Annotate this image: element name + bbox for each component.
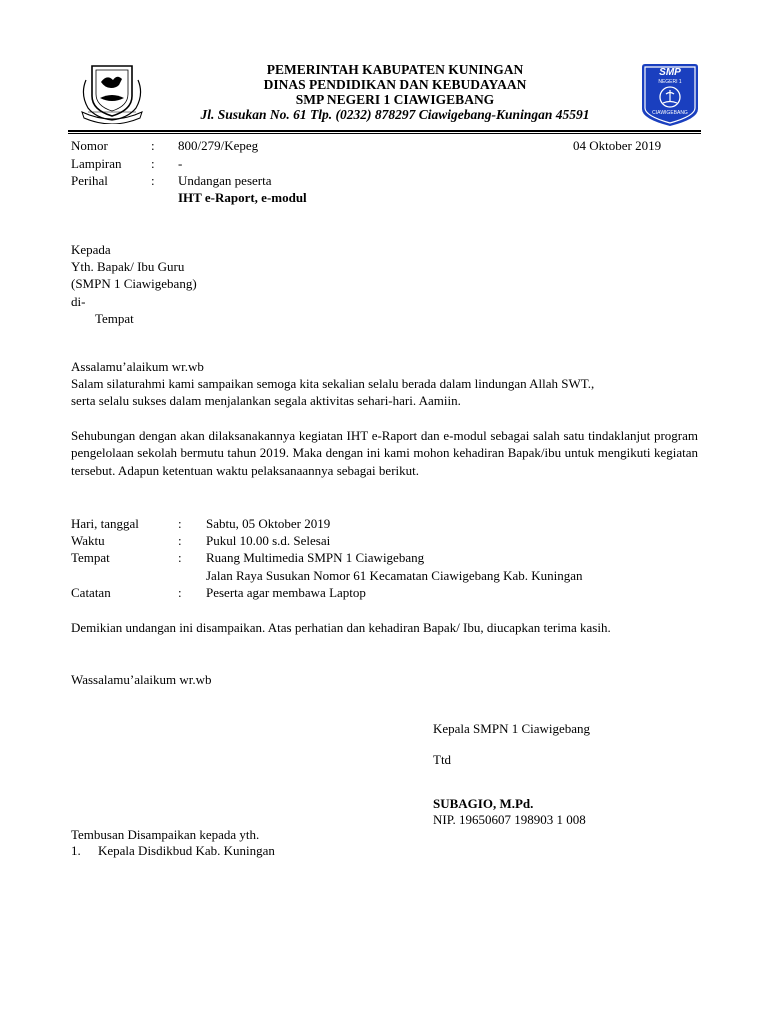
paragraph-2: Sehubungan dengan akan dilaksanakannya kegiatan IHT e-Raport dan e-modul sebagai salah satu tindaklanjut program pengelolaan sekolah bermutu tahun 2019. Maka dengan ini kami mohon kehadiran Bapak/ibu untuk mengikuti kegiatan tersebut. Adapun ketentuan waktu pelaksanaannya sebagai berikut.	[71, 428, 698, 478]
catatan-label: Catatan	[71, 585, 111, 600]
recipient-tempat: Tempat	[95, 311, 134, 326]
waktu-colon: :	[178, 533, 182, 548]
waktu-value: Pukul 10.00 s.d. Selesai	[206, 533, 331, 548]
letterhead-government: PEMERINTAH KABUPATEN KUNINGAN	[266, 62, 524, 77]
cc-heading: Tembusan Disampaikan kepada yth.	[71, 827, 260, 842]
letterhead-rule-thin	[68, 133, 701, 134]
recipient-name: Yth. Bapak/ Ibu Guru	[71, 259, 185, 274]
school-logo-mid-text: NEGERI 1	[658, 79, 682, 85]
closing-greeting: Wassalamu’alaikum wr.wb	[71, 672, 212, 687]
hari-colon: :	[178, 516, 182, 531]
letterhead-rule-thick	[68, 130, 701, 132]
perihal-value-bold: IHT e-Raport, e-modul	[178, 190, 307, 205]
letter-date: 04 Oktober 2019	[573, 138, 662, 153]
paragraph-3: Demikian undangan ini disampaikan. Atas perhatian dan kehadiran Bapak/ Ibu, diucapkan terima kasih.	[71, 620, 611, 635]
letterhead-address: Jl. Susukan No. 61 Tlp. (0232) 878297 Ciawigebang-Kuningan 45591	[200, 107, 590, 122]
cc-item-text: Kepala Disdikbud Kab. Kuningan	[98, 843, 275, 858]
letterhead-department: DINAS PENDIDIKAN DAN KEBUDAYAAN	[263, 77, 527, 92]
letterhead-school: SMP NEGERI 1 CIAWIGEBANG	[295, 92, 495, 107]
regency-emblem-logo	[72, 60, 152, 124]
catatan-value: Peserta agar membawa Laptop	[206, 585, 366, 600]
tempat-label: Tempat	[71, 550, 110, 565]
nomor-value: 800/279/Kepeg	[178, 138, 259, 153]
signature-name: SUBAGIO, M.Pd.	[433, 796, 534, 811]
paragraph-1-line-2: serta selalu sukses dalam menjalankan segala aktivitas sehari-hari. Aamiin.	[71, 393, 461, 408]
school-logo-bottom-text: CIAWIGEBANG	[652, 110, 688, 116]
tempat-colon: :	[178, 550, 182, 565]
recipient-kepada: Kepada	[71, 242, 111, 257]
school-logo	[640, 63, 700, 127]
school-logo-top-text: SMP	[659, 67, 681, 78]
paragraph-1-line-1: Salam silaturahmi kami sampaikan semoga kita sekalian selalu berada dalam lindungan Allah SWT.,	[71, 376, 595, 391]
lampiran-label: Lampiran	[71, 156, 122, 171]
tempat-value: Ruang Multimedia SMPN 1 Ciawigebang	[206, 550, 425, 565]
tempat-value-address: Jalan Raya Susukan Nomor 61 Kecamatan Ciawigebang Kab. Kuningan	[206, 568, 583, 583]
hari-value: Sabtu, 05 Oktober 2019	[206, 516, 331, 531]
catatan-colon: :	[178, 585, 182, 600]
hari-label: Hari, tanggal	[71, 516, 139, 531]
lampiran-colon: :	[151, 156, 155, 171]
signature-ttd: Ttd	[433, 752, 452, 767]
cc-item-number: 1.	[71, 843, 81, 858]
perihal-colon: :	[151, 173, 155, 188]
perihal-label: Perihal	[71, 173, 108, 188]
nomor-label: Nomor	[71, 138, 108, 153]
recipient-di: di-	[71, 294, 86, 309]
perihal-value: Undangan peserta	[178, 173, 272, 188]
signature-nip: NIP. 19650607 198903 1 008	[433, 812, 586, 827]
signature-title: Kepala SMPN 1 Ciawigebang	[433, 721, 591, 736]
nomor-colon: :	[151, 138, 155, 153]
lampiran-value: -	[178, 156, 183, 171]
recipient-school: (SMPN 1 Ciawigebang)	[71, 276, 197, 291]
waktu-label: Waktu	[71, 533, 105, 548]
greeting: Assalamu’alaikum wr.wb	[71, 359, 204, 374]
